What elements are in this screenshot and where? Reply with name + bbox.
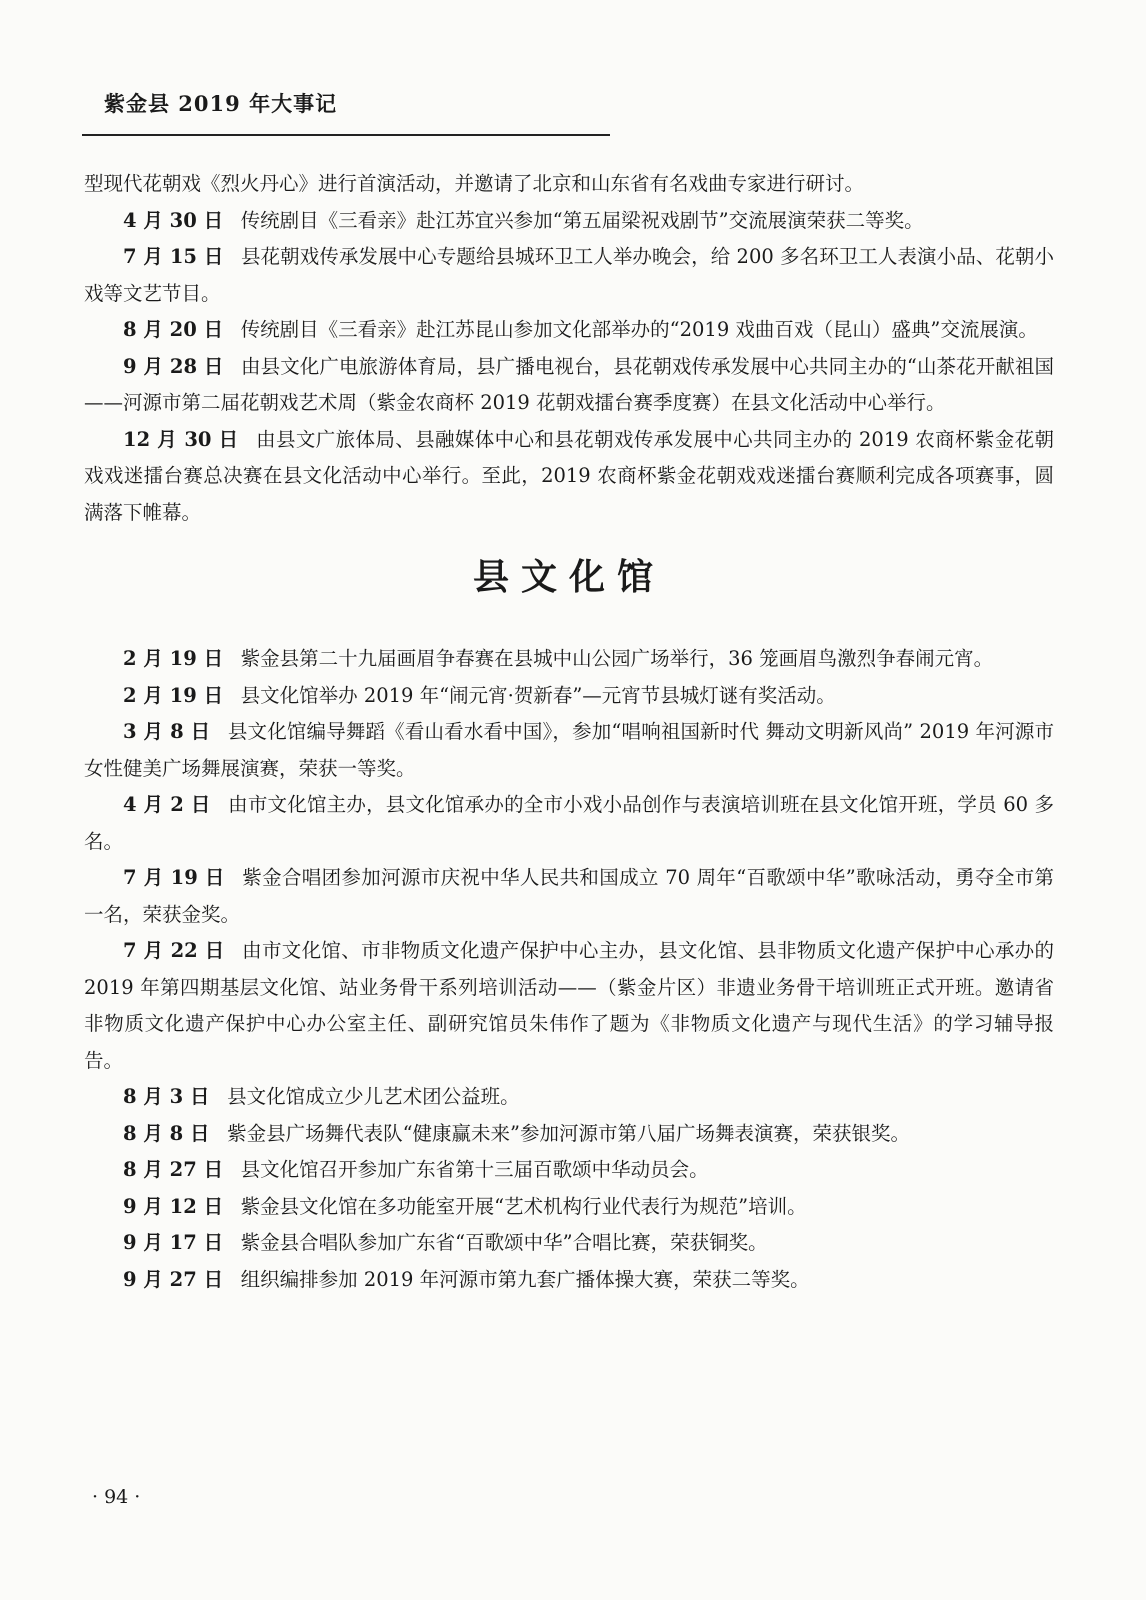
event-text: 县文化馆成立少儿艺术团公益班。 [227, 1085, 520, 1108]
event-entry [84, 166, 1054, 203]
event-entry [84, 239, 1054, 312]
event-text: 由市文化馆、市非物质文化遗产保护中心主办，县文化馆、县非物质文化遗产保护中心承办的 2019 年第四期基层文化馆、站业务骨干系列培训活动——（紫金片区）非遗业务骨干培训班正式开班。邀请省非物质文化遗产保护中心办公室主任、副研究馆员朱伟作了题为《非物质文化遗产与现代生活》的学习辅导报告。 [84, 939, 1054, 1072]
event-text: 紫金县第二十九届画眉争春赛在县城中山公园广场举行，36 笼画眉鸟激烈争春闹元宵。 [240, 647, 994, 670]
header-rule [82, 134, 610, 136]
event-date: 8 月 8 日 [123, 1121, 210, 1145]
event-text: 县文化馆召开参加广东省第十三届百歌颂中华动员会。 [240, 1158, 709, 1181]
event-date: 9 月 27 日 [123, 1267, 224, 1291]
event-date: 7 月 22 日 [123, 939, 225, 962]
event-text: 组织编排参加 2019 年河源市第九套广播体操大赛，荣获二等奖。 [240, 1267, 810, 1291]
event-entry [84, 1079, 1054, 1116]
event-date: 4 月 30 日 [123, 208, 224, 232]
event-entry [84, 860, 1054, 933]
event-text: 紫金合唱团参加河源市庆祝中华人民共和国成立 70 周年“百歌颂中华”歌咏活动，勇夺全市第一名，荣获金奖。 [84, 866, 1054, 926]
event-date: 7 月 15 日 [123, 245, 224, 268]
event-date: 8 月 27 日 [123, 1158, 224, 1181]
event-text: 县文化馆举办 2019 年“闹元宵·贺新春”—元宵节县城灯谜有奖活动。 [240, 683, 836, 707]
event-date: 9 月 12 日 [123, 1194, 224, 1218]
event-date: 9 月 17 日 [123, 1231, 224, 1254]
event-entry [84, 641, 1054, 678]
section-culture-hall-entries [84, 641, 1054, 1298]
event-entry [84, 312, 1054, 349]
event-date: 7 月 19 日 [123, 866, 225, 889]
event-date: 4 月 2 日 [123, 793, 211, 816]
event-entry [84, 714, 1054, 787]
event-text: 由市文化馆主办，县文化馆承办的全市小戏小品创作与表演培训班在县文化馆开班，学员 60 多名。 [84, 793, 1054, 853]
event-date: 8 月 3 日 [123, 1085, 210, 1108]
event-text: 传统剧目《三看亲》赴江苏宜兴参加“第五届梁祝戏剧节”交流展演荣获二等奖。 [240, 208, 924, 232]
event-text: 由县文广旅体局、县融媒体中心和县花朝戏传承发展中心共同主办的 2019 农商杯紫金花朝戏戏迷擂台赛总决赛在县文化活动中心举行。至此，2019 农商杯紫金花朝戏戏迷擂台赛顺利完成各项赛事，圆满落下帷幕。 [84, 427, 1055, 524]
event-text: 县花朝戏传承发展中心专题给县城环卫工人举办晚会，给 200 多名环卫工人表演小品、花朝小戏等文艺节目。 [84, 245, 1054, 305]
running-header: 紫金县 2019 年大事记 [104, 91, 338, 116]
event-entry [84, 787, 1054, 860]
event-entry [84, 1152, 1054, 1189]
event-text: 型现代花朝戏《烈火丹心》进行首演活动，并邀请了北京和山东省有名戏曲专家进行研讨。 [84, 172, 865, 195]
event-entry [84, 349, 1054, 422]
event-text: 传统剧目《三看亲》赴江苏昆山参加文化部举办的“2019 戏曲百戏（昆山）盛典”交流展演。 [240, 318, 1038, 341]
event-text: 紫金县文化馆在多功能室开展“艺术机构行业代表行为规范”培训。 [240, 1194, 807, 1218]
event-entry [84, 1225, 1054, 1262]
event-entry [84, 933, 1054, 1079]
event-entry [84, 203, 1054, 240]
event-date: 2 月 19 日 [123, 647, 224, 670]
event-entry [84, 1189, 1054, 1226]
section-opera-entries [84, 166, 1054, 531]
event-date: 2 月 19 日 [123, 683, 224, 707]
section-title: 县文化馆 [472, 556, 665, 598]
event-text: 紫金县合唱队参加广东省“百歌颂中华”合唱比赛，荣获铜奖。 [240, 1231, 768, 1254]
event-entry [84, 422, 1054, 532]
event-date: 3 月 8 日 [123, 720, 211, 743]
event-text: 县文化馆编导舞蹈《看山看水看中国》，参加“唱响祖国新时代 舞动文明新风尚” 2019 年河源市女性健美广场舞展演赛，荣获一等奖。 [84, 720, 1054, 780]
event-entry [84, 678, 1054, 715]
event-entry [84, 1116, 1054, 1153]
event-text: 紫金县广场舞代表队“健康赢未来”参加河源市第八届广场舞表演赛，荣获银奖。 [227, 1121, 911, 1145]
event-date: 12 月 30 日 [123, 427, 239, 451]
event-entry [84, 1262, 1054, 1299]
event-text: 由县文化广电旅游体育局，县广播电视台，县花朝戏传承发展中心共同主办的“山茶花开献祖国——河源市第二届花朝戏艺术周（紫金农商杯 2019 花朝戏擂台赛季度赛）在县文化活动中心举行。 [84, 354, 1054, 414]
event-date: 8 月 20 日 [123, 318, 224, 341]
page-number: · 94 · [92, 1486, 141, 1508]
event-date: 9 月 28 日 [123, 354, 224, 378]
body-text [84, 166, 1054, 1298]
